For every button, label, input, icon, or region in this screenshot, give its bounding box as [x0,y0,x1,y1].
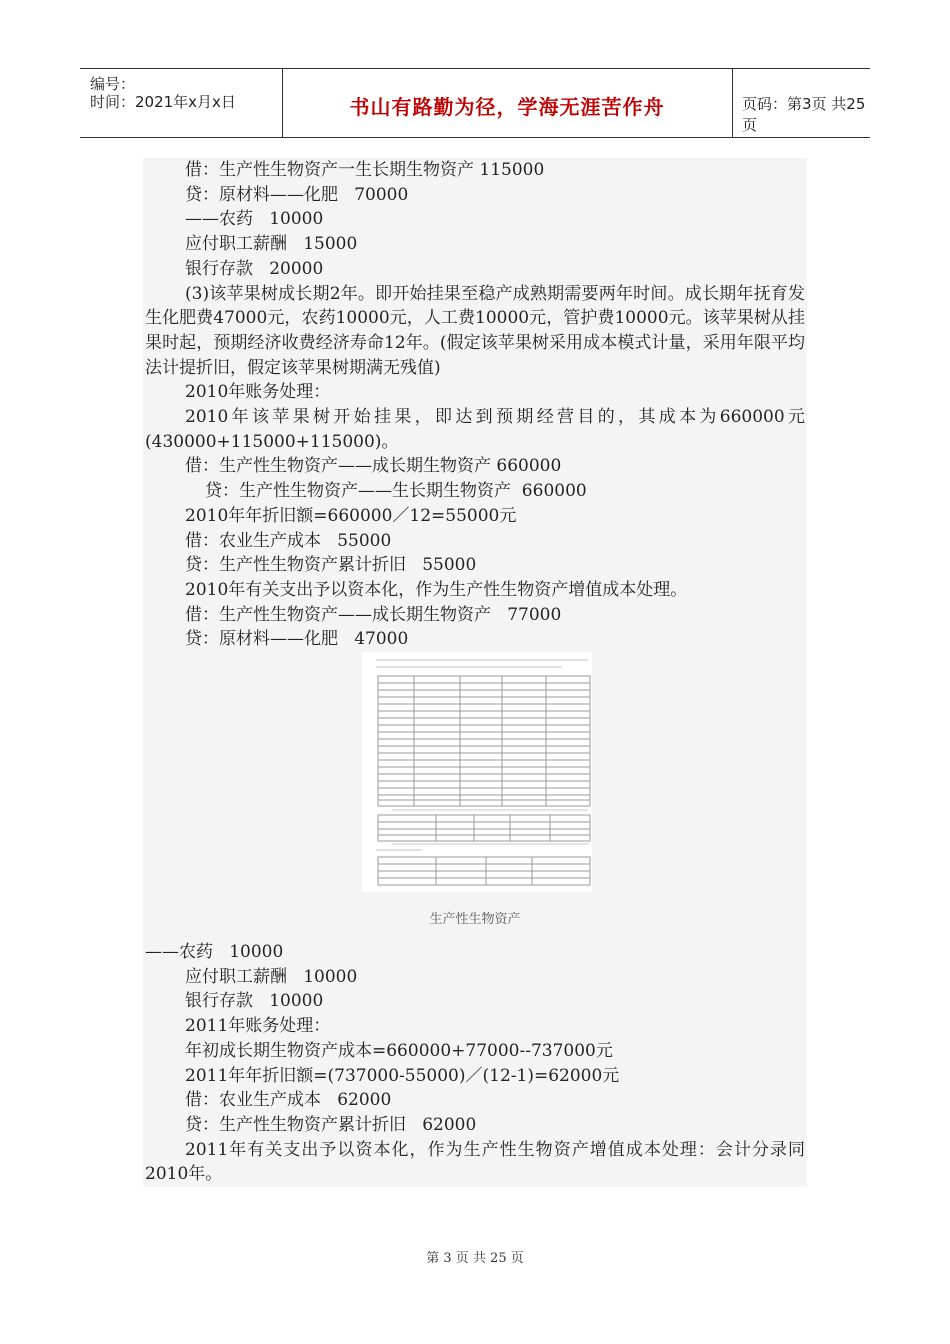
blurred-table-graphic [362,652,592,892]
figure-block [143,652,807,940]
entry-line: 2010年年折旧额=660000／12=55000元 [185,505,517,526]
paragraph: (3)该苹果树成长期2年。即开始挂果至稳产成熟期需要两年时间。成长期年抚育发生化肥费47000元，农药10000元，人工费10000元，管护费10000元。该苹果树从挂果时起，预期经济收费经济寿命12年。(假定该苹果树采用成本模式计量，采用年限平均法计提折旧，假定该苹果树期满无残值) [145,283,805,378]
paragraph: 2010年该苹果树开始挂果，即达到预期经营目的，其成本为660000元(430000+115000+115000)。 [145,407,805,452]
entry-line: 应付职工薪酬 10000 [185,966,358,987]
figure-caption: 生产性生物资产 [429,912,521,928]
header-page-cell [732,69,870,137]
entry-line: ——农药 10000 [185,209,324,230]
text-block-bottom [143,940,807,1187]
text-block-top [143,158,807,652]
page-footer: 第 3 页 共 25 页 [426,1251,524,1266]
entry-line: 贷：生产性生物资产累计折旧 62000 [185,1114,477,1135]
doc-number-label: 编号： [90,75,136,93]
entry-line: 贷：原材料——化肥 70000 [185,184,409,205]
entry-line: ——农药 10000 [145,942,284,963]
entry-line: 借：生产性生物资产——成长期生物资产 660000 [185,456,562,477]
header-motto-cell [282,69,733,137]
header-page-number: 页码：第3页 共25页 [742,95,866,134]
entry-line: 2011年年折旧额=(737000-55000)／(12-1)=62000元 [185,1065,620,1086]
section-heading: 2011年账务处理： [185,1016,331,1037]
document-body [143,158,807,1187]
table-image [362,652,592,892]
entry-line: 借：生产性生物资产——成长期生物资产 77000 [185,604,562,625]
header-left-cell [80,69,283,137]
entry-line: 应付职工薪酬 15000 [185,234,358,255]
paragraph: 2010年有关支出予以资本化，作为生产性生物资产增值成本处理。 [185,579,688,600]
entry-line: 贷：生产性生物资产——生长期生物资产 660000 [205,481,587,502]
entry-line: 借：农业生产成本 62000 [185,1090,392,1111]
entry-line: 银行存款 10000 [185,991,324,1012]
section-heading: 2010年账务处理： [185,382,331,403]
doc-time-label: 时间：2021年x月x日 [90,93,236,111]
entry-line: 银行存款 20000 [185,258,324,279]
header-motto: 书山有路勤为径，学海无涯苦作舟 [349,95,665,119]
entry-line: 年初成长期生物资产成本=660000+77000--737000元 [185,1040,613,1061]
paragraph: 2011年有关支出予以资本化，作为生产性生物资产增值成本处理：会计分录同2010年。 [145,1139,805,1185]
entry-line: 借：生产性生物资产一生长期生物资产 115000 [185,160,545,180]
page-header [80,68,870,138]
entry-line: 借：农业生产成本 55000 [185,530,392,551]
entry-line: 贷：原材料——化肥 47000 [185,629,409,650]
entry-line: 贷：生产性生物资产累计折旧 55000 [185,555,477,576]
